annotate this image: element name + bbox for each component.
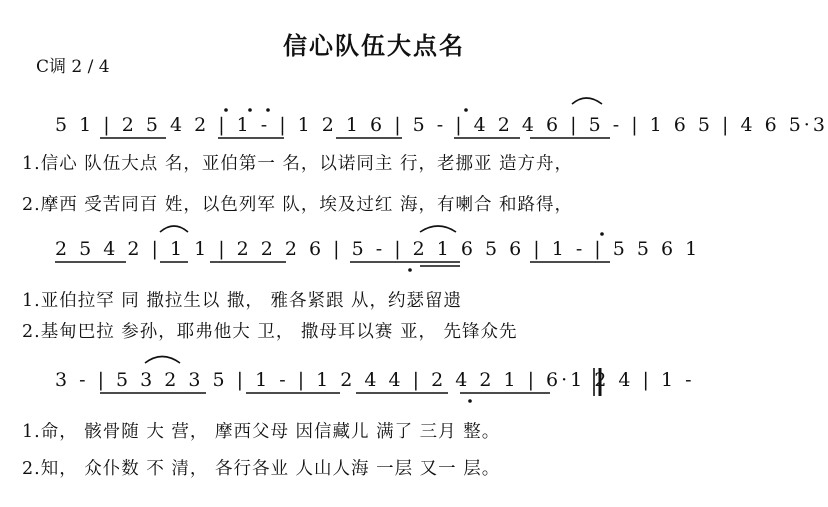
lyric-row-3-verse-2: 2.知， 众仆数 不 清， 各行各业 人山人海 一层 又一 层。 xyxy=(22,459,501,479)
tie-mark xyxy=(572,98,602,104)
notation-row-3: 3 - | 5 3 2 3 5 | 1 - | 1 2 4 4 | 2 4 2 1 | 6·1 2 4 | 1 - xyxy=(55,369,695,391)
octave-dot xyxy=(468,399,472,403)
tie-mark xyxy=(160,226,188,232)
lyric-row-2-verse-2: 2.基甸巴拉 参孙，耶弗他大 卫， 撒母耳以赛 亚， 先锋众先 xyxy=(22,322,518,342)
octave-dot xyxy=(408,268,412,272)
tie-mark xyxy=(420,226,456,232)
song-title: 信心队伍大点名 xyxy=(283,32,465,60)
octave-dot xyxy=(266,108,270,112)
octave-dot xyxy=(224,108,228,112)
key-time-signature: C调 2 / 4 xyxy=(36,57,110,77)
octave-dot xyxy=(464,108,468,112)
octave-dot xyxy=(248,108,252,112)
lyric-row-3-verse-1: 1.命， 骸骨随 大 营， 摩西父母 因信藏儿 满了 三月 整。 xyxy=(22,422,501,442)
lyric-row-1-verse-1: 1.信心 队伍大点 名，亚伯第一 名，以诺同主 行，老挪亚 造方舟， xyxy=(22,154,574,174)
octave-dot xyxy=(600,232,604,236)
lyric-row-2-verse-1: 1.亚伯拉罕 同 撒拉生以 撒， 雅各紧跟 从，约瑟留遗 xyxy=(22,291,463,311)
tie-mark xyxy=(145,357,180,364)
notation-row-2: 2 5 4 2 | 1 1 | 2 2 2 6 | 5 - | 2 1 6 5 6 | 1 - | 5 5 6 1 xyxy=(55,238,701,260)
notation-row-1: 5 1 | 2 5 4 2 | 1 - | 1 2 1 6 | 5 - | 4 2 4 6 | 5 - | 1 6 5 | 4 6 5·3 xyxy=(55,114,828,136)
lyric-row-1-verse-2: 2.摩西 受苦同百 姓，以色列军 队，埃及过红 海，有喇合 和路得， xyxy=(22,195,574,215)
